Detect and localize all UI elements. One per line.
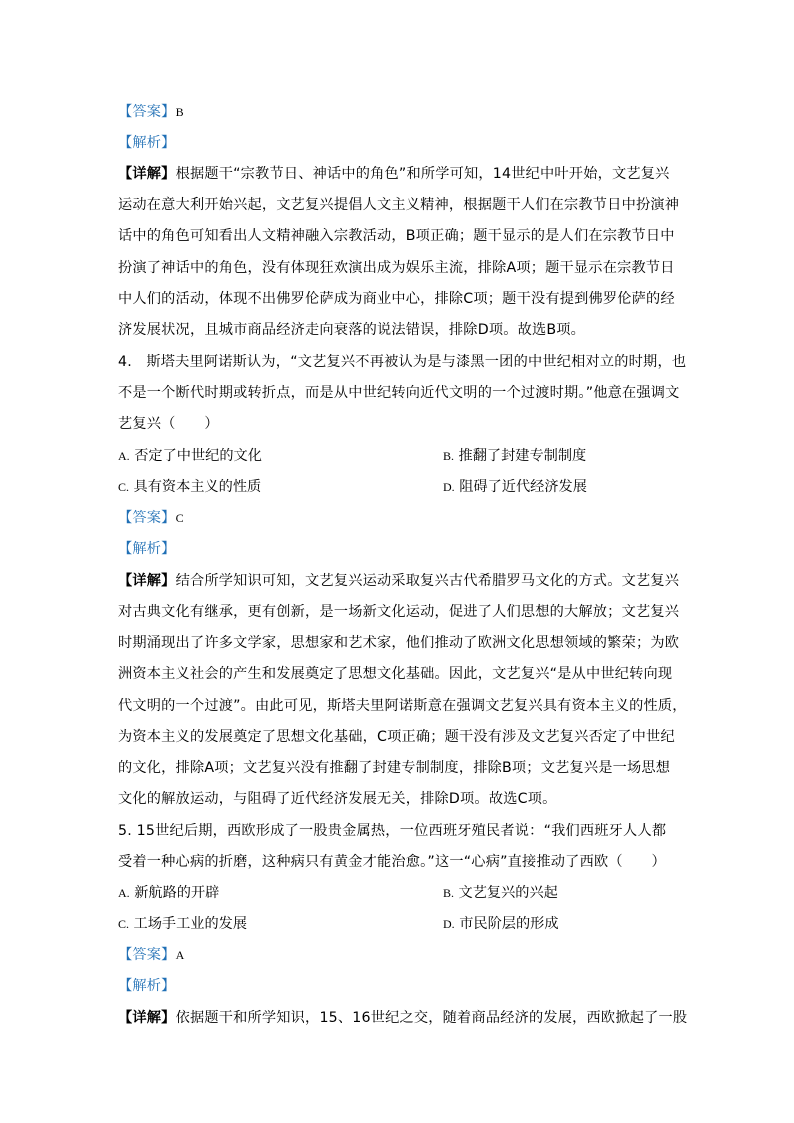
q4-option-c: C. 具有资本主义的性质	[118, 479, 262, 495]
q4-option-a: A. 否定了中世纪的文化	[118, 448, 262, 464]
q4-detail-line: 对古典文化有继承，更有创新，是一场新文化运动，促进了人们思想的大解放；文艺复兴	[118, 604, 680, 620]
answer-label: 【答案】	[118, 947, 176, 963]
q4-detail-line: 【详解】结合所学知识可知，文艺复兴运动采取复兴古代希腊罗马文化的方式。文艺复兴	[118, 573, 680, 589]
q4-option-d: D. 阻碍了近代经济发展	[443, 479, 587, 495]
q3-detail-line: 扮演了神话中的角色，没有体现狂欢演出成为娱乐主流，排除A项；题干显示在宗教节日	[118, 260, 675, 276]
analysis-label: 【解析】	[118, 135, 176, 151]
q5-answer-line	[118, 945, 184, 965]
q4-stem-line: 4. 斯塔夫里阿诺斯认为，“文艺复兴不再被认为是与漆黑一团的中世纪相对立的时期，也	[118, 354, 687, 370]
q5-stem-line: 5. 15世纪后期，西欧形成了一股贵金属热，一位西班牙殖民者说：“我们西班牙人人都	[118, 823, 667, 839]
q4-detail-line: 洲资本主义社会的产生和发展奠定了思想文化基础。因此，文艺复兴“是从中世纪转向现	[118, 666, 673, 682]
detail-label: 【详解】	[118, 166, 176, 182]
q3-detail-line: 话中的角色可知看出人文精神融入宗教活动，B项正确；题干显示的是人们在宗教节日中	[118, 228, 675, 244]
q5-option-d: D. 市民阶层的形成	[443, 916, 559, 932]
q4-stem-line: 艺复兴（ ）	[118, 416, 219, 432]
answer-value: A	[175, 948, 185, 962]
q4-detail-line: 文化的解放运动，与阻碍了近代经济发展无关，排除D项。故选C项。	[118, 791, 557, 807]
analysis-label: 【解析】	[118, 978, 176, 994]
q5-option-c: C. 工场手工业的发展	[118, 916, 248, 932]
q3-detail-line: 运动在意大利开始兴起，文艺复兴提倡人文主义精神，根据题干人们在宗教节日中扮演神	[118, 197, 680, 213]
analysis-label: 【解析】	[118, 541, 176, 557]
q4-stem-line: 不是一个断代时期或转折点，而是从中世纪转向近代文明的一个过渡时期。”他意在强调文	[118, 385, 680, 401]
q4-option-b: B. 推翻了封建专制制度	[443, 448, 587, 464]
q5-detail-line: 【详解】依据题干和所学知识，15、16世纪之交，随着商品经济的发展，西欧掀起了一股	[118, 1010, 688, 1026]
answer-label: 【答案】	[118, 104, 176, 120]
q5-stem-line: 受着一种心病的折磨，这种病只有黄金才能治愈。”这一“心病”直接推动了西欧（ ）	[118, 854, 666, 870]
q4-detail-line: 代文明的一个过渡”。由此可见，斯塔夫里阿诺斯意在强调文艺复兴具有资本主义的性质，	[118, 698, 687, 714]
q4-detail-line: 为资本主义的发展奠定了思想文化基础，C项正确；题干没有涉及文艺复兴否定了中世纪	[118, 729, 675, 745]
detail-label: 【详解】	[118, 1010, 176, 1026]
q4-detail-line: 时期涌现出了许多文学家，思想家和艺术家，他们推动了欧洲文化思想领域的繁荣；为欧	[118, 635, 680, 651]
detail-label: 【详解】	[118, 573, 176, 589]
q4-answer-line	[118, 508, 184, 528]
q3-detail-line: 【详解】根据题干“宗教节日、神话中的角色”和所学可知，14世纪中叶开始，文艺复兴	[118, 166, 670, 182]
q4-detail-line: 的文化，排除A项；文艺复兴没有推翻了封建专制制度，排除B项；文艺复兴是一场思想	[118, 760, 671, 776]
answer-label: 【答案】	[118, 510, 176, 526]
q3-answer-line	[118, 102, 184, 122]
q5-option-b: B. 文艺复兴的兴起	[443, 885, 558, 901]
answer-value: B	[175, 105, 184, 119]
q3-detail-line: 济发展状况，且城市商品经济走向衰落的说法错误，排除D项。故选B项。	[118, 322, 586, 338]
answer-value: C	[175, 511, 184, 525]
q3-detail-line: 中人们的活动，体现不出佛罗伦萨成为商业中心，排除C项；题干没有提到佛罗伦萨的经	[118, 291, 675, 307]
q5-option-a: A. 新航路的开辟	[118, 885, 220, 901]
